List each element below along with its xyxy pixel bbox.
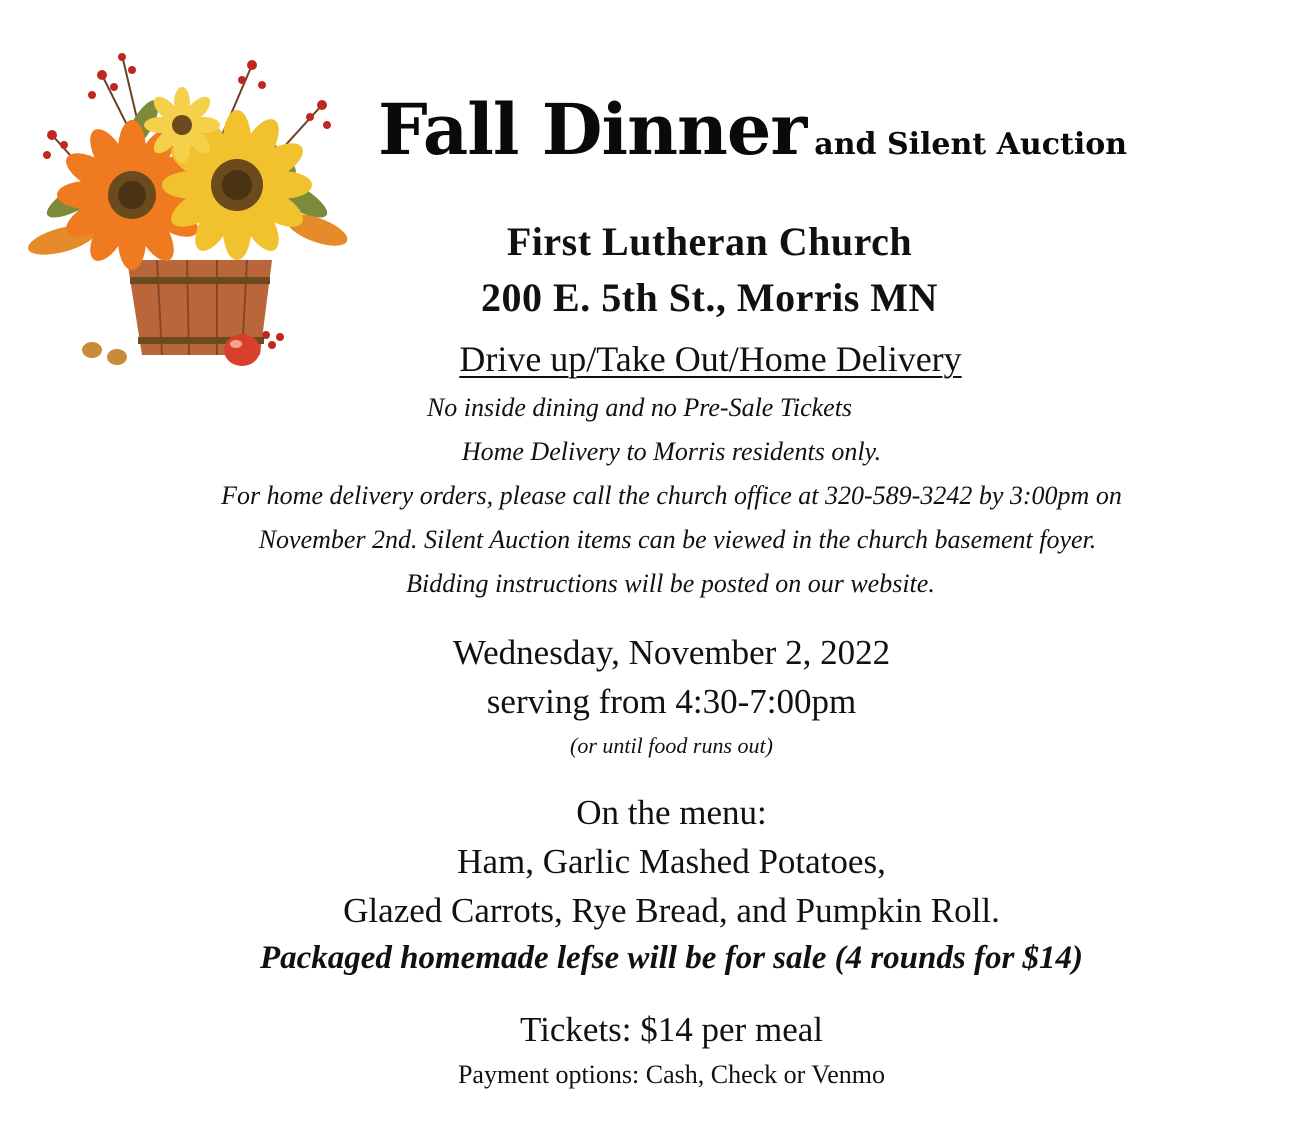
church-name: First Lutheran Church — [506, 219, 913, 264]
ticket-price: Tickets: $14 per meal — [520, 1010, 823, 1049]
menu-line-1: Ham, Garlic Mashed Potatoes, — [457, 842, 886, 881]
lefse-note: Packaged homemade lefse will be for sale (4 rounds for $14) — [259, 940, 1084, 976]
delivery-heading: Drive up/Take Out/Home Delivery — [459, 339, 962, 379]
delivery-note-3: For home delivery orders, please call the church office at 320-589-3242 by 3:00pm on — [221, 481, 1122, 510]
title-main: Fall Dinner — [378, 88, 807, 171]
church-address: 200 E. 5th St., Morris MN — [481, 275, 938, 320]
menu-line-2: Glazed Carrots, Rye Bread, and Pumpkin Roll. — [343, 891, 1000, 930]
delivery-note-1: No inside dining and no Pre-Sale Tickets — [426, 393, 853, 422]
event-date: Wednesday, November 2, 2022 — [452, 633, 891, 672]
event-time: serving from 4:30-7:00pm — [486, 682, 857, 721]
title-subtitle: and Silent Auction — [814, 127, 1128, 162]
menu-heading: On the menu: — [576, 793, 767, 832]
payment-options: Payment options: Cash, Check or Venmo — [457, 1060, 886, 1089]
event-note: (or until food runs out) — [570, 733, 773, 758]
delivery-note-5: Bidding instructions will be posted on our website. — [406, 569, 935, 598]
delivery-note-4: November 2nd. Silent Auction items can be viewed in the church basement foyer. — [258, 525, 1097, 554]
page-title — [378, 88, 1127, 171]
delivery-note-2: Home Delivery to Morris residents only. — [461, 437, 882, 466]
sunflower-bouquet-icon — [22, 45, 352, 375]
